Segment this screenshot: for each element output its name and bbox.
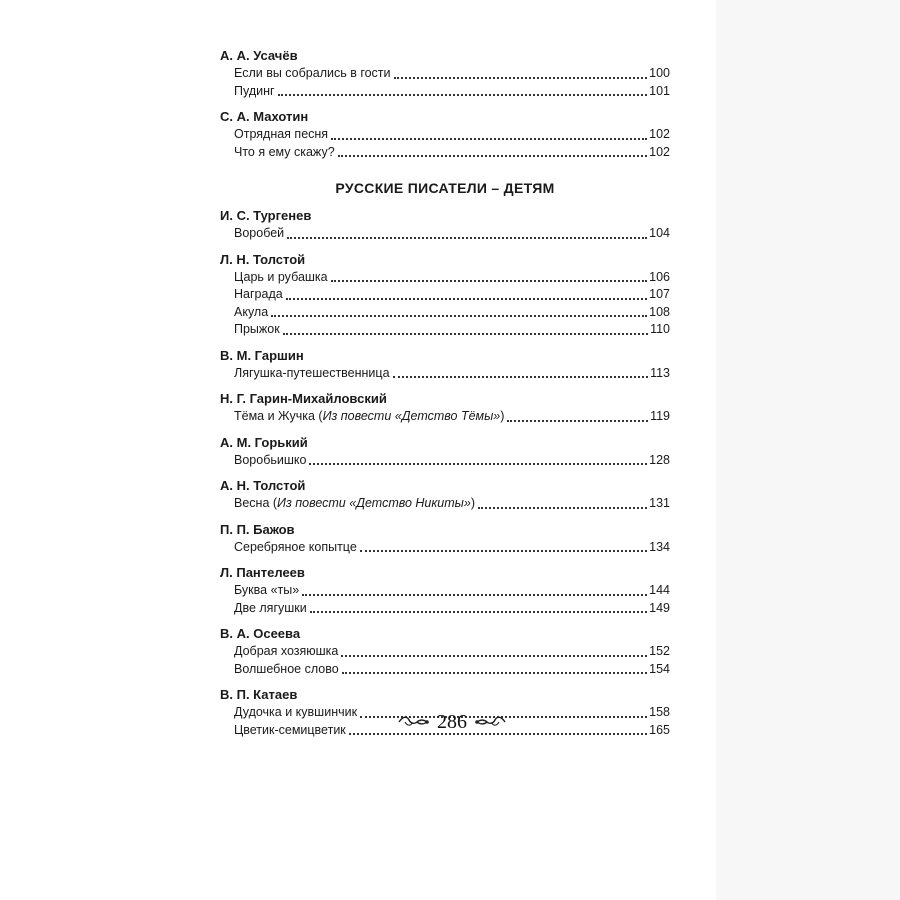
toc-sections-after bbox=[220, 207, 670, 747]
entry-title bbox=[234, 269, 328, 287]
entry-title-text: Воробьишко bbox=[234, 452, 307, 467]
section-gap bbox=[220, 617, 670, 625]
entry-page-number: 107 bbox=[649, 287, 670, 301]
entry-title-text: Акула bbox=[234, 304, 269, 319]
entry-page-number: 131 bbox=[649, 496, 670, 510]
dot-leader bbox=[309, 463, 647, 465]
entry-page-number: 149 bbox=[649, 600, 670, 615]
entry-title bbox=[234, 600, 307, 618]
dot-leader bbox=[278, 94, 648, 96]
toc-author-section bbox=[220, 347, 670, 391]
toc-entry[interactable] bbox=[220, 269, 670, 287]
dot-leader bbox=[283, 333, 648, 335]
book-page bbox=[188, 0, 716, 900]
entry-title-text: Если вы собрались в гости bbox=[234, 66, 391, 80]
entry-title bbox=[234, 408, 504, 426]
toc-author-section bbox=[220, 521, 670, 565]
dot-leader bbox=[331, 280, 648, 282]
dot-leader bbox=[287, 237, 647, 239]
author-name: Н. Г. Гарин-Михайловский bbox=[220, 391, 387, 406]
toc-entry[interactable] bbox=[220, 495, 670, 513]
toc-author-section bbox=[220, 207, 670, 251]
entry-page-number: 128 bbox=[649, 452, 670, 467]
entry-title-text: Цветик-семицветик bbox=[234, 722, 346, 737]
section-gap bbox=[220, 469, 670, 477]
toc-entry[interactable] bbox=[220, 225, 670, 243]
entry-page-number: 113 bbox=[650, 365, 670, 380]
toc-author-section bbox=[220, 390, 670, 434]
dot-leader bbox=[393, 376, 649, 378]
toc-author-section bbox=[220, 108, 670, 169]
entry-title bbox=[234, 144, 335, 162]
author-name: В. А. Осеева bbox=[220, 626, 301, 641]
dot-leader bbox=[338, 155, 647, 157]
dot-leader bbox=[360, 550, 647, 552]
flourish-right-icon bbox=[473, 714, 507, 730]
entry-note: Из повести «Детство Тёмы» bbox=[322, 409, 501, 423]
entry-title bbox=[234, 539, 357, 557]
toc-entry[interactable] bbox=[220, 144, 670, 162]
toc-author-section bbox=[220, 47, 670, 108]
toc-entry[interactable] bbox=[220, 661, 670, 679]
dot-leader bbox=[341, 655, 647, 657]
toc-entry[interactable] bbox=[220, 365, 670, 383]
entry-page-number: 110 bbox=[650, 322, 670, 336]
toc-entry[interactable] bbox=[220, 304, 670, 322]
entry-title bbox=[234, 365, 390, 383]
table-of-contents bbox=[220, 47, 670, 747]
author-name: В. П. Катаев bbox=[220, 687, 298, 702]
entry-page-number: 154 bbox=[649, 661, 670, 676]
entry-title bbox=[234, 495, 475, 513]
entry-page-number: 144 bbox=[649, 583, 670, 597]
entry-title-text: Награда bbox=[234, 287, 283, 301]
author-name: И. С. Тургенев bbox=[220, 208, 312, 223]
dot-leader bbox=[310, 611, 647, 613]
entry-page-number: 108 bbox=[649, 304, 670, 319]
dot-leader bbox=[507, 420, 648, 422]
toc-entry[interactable] bbox=[220, 126, 670, 144]
entry-page-number: 152 bbox=[649, 644, 670, 658]
entry-title-text: Лягушка-путешественница bbox=[234, 365, 390, 380]
entry-title-text: Воробей bbox=[234, 226, 285, 240]
toc-author-section bbox=[220, 251, 670, 347]
entry-title bbox=[234, 286, 283, 304]
dot-leader bbox=[342, 672, 647, 674]
author-name: А. А. Усачёв bbox=[220, 48, 298, 63]
entry-title bbox=[234, 643, 338, 661]
toc-entry[interactable] bbox=[220, 643, 670, 661]
toc-entry[interactable] bbox=[220, 321, 670, 339]
entry-title-text: Волшебное слово bbox=[234, 661, 339, 676]
toc-author-section bbox=[220, 434, 670, 478]
toc-entry[interactable] bbox=[220, 600, 670, 618]
entry-note-close: ) bbox=[470, 496, 475, 510]
toc-entry[interactable] bbox=[220, 83, 670, 101]
author-name: С. А. Махотин bbox=[220, 109, 309, 124]
dot-leader bbox=[271, 315, 647, 317]
entry-title bbox=[234, 65, 391, 83]
entry-title-text: Две лягушки bbox=[234, 600, 307, 615]
entry-title bbox=[234, 661, 339, 679]
toc-entry[interactable] bbox=[220, 408, 670, 426]
section-gap bbox=[220, 382, 670, 390]
entry-title bbox=[234, 126, 328, 144]
entry-page-number: 102 bbox=[649, 144, 670, 159]
toc-entry[interactable] bbox=[220, 65, 670, 83]
entry-page-number: 158 bbox=[649, 705, 670, 719]
author-name: П. П. Бажов bbox=[220, 521, 295, 537]
entry-title-text: Дудочка и кувшинчик bbox=[234, 705, 358, 719]
toc-sections-before bbox=[220, 47, 670, 169]
author-name: В. М. Гаршин bbox=[220, 347, 304, 363]
toc-author-section bbox=[220, 564, 670, 625]
page-footer bbox=[188, 707, 716, 737]
dot-leader bbox=[478, 507, 647, 509]
toc-author-section bbox=[220, 625, 670, 686]
section-heading: РУССКИЕ ПИСАТЕЛИ – ДЕТЯМ bbox=[335, 180, 555, 196]
section-gap bbox=[220, 426, 670, 434]
entry-title bbox=[234, 225, 284, 243]
entry-page-number: 100 bbox=[649, 66, 670, 80]
section-gap bbox=[220, 243, 670, 251]
entry-title bbox=[234, 582, 299, 600]
entry-title-text: Пудинг bbox=[234, 83, 275, 98]
page-number: 286 bbox=[437, 710, 467, 733]
entry-page-number: 134 bbox=[649, 539, 670, 554]
entry-title bbox=[234, 304, 268, 322]
entry-title bbox=[234, 452, 306, 470]
entry-title-text: Тёма и Жучка ( bbox=[234, 409, 323, 423]
entry-page-number: 119 bbox=[650, 409, 670, 423]
section-gap bbox=[220, 161, 670, 169]
toc-entry[interactable] bbox=[220, 539, 670, 557]
section-gap bbox=[220, 678, 670, 686]
entry-page-number: 101 bbox=[649, 83, 670, 98]
entry-note: Из повести «Детство Никиты» bbox=[277, 496, 471, 510]
entry-title-text: Буква «ты» bbox=[234, 583, 300, 597]
facing-page-bleed bbox=[716, 0, 900, 900]
entry-page-number: 104 bbox=[649, 226, 670, 240]
entry-note-close: ) bbox=[500, 409, 505, 423]
entry-title bbox=[234, 83, 275, 101]
entry-title-text: Царь и рубашка bbox=[234, 269, 328, 284]
toc-entry[interactable] bbox=[220, 582, 670, 600]
entry-page-number: 106 bbox=[649, 269, 670, 284]
section-gap bbox=[220, 513, 670, 521]
author-name: Л. Н. Толстой bbox=[220, 251, 306, 267]
section-gap bbox=[220, 339, 670, 347]
entry-title-text: Серебряное копытце bbox=[234, 539, 357, 554]
entry-title-text: Отрядная песня bbox=[234, 127, 329, 141]
author-name: А. Н. Толстой bbox=[220, 478, 306, 493]
toc-entry[interactable] bbox=[220, 452, 670, 470]
flourish-left-icon bbox=[397, 714, 431, 730]
section-gap bbox=[220, 100, 670, 108]
author-name: А. М. Горький bbox=[220, 434, 308, 450]
entry-page-number: 165 bbox=[649, 722, 670, 737]
entry-title-text: Добрая хозяюшка bbox=[234, 644, 339, 658]
dot-leader bbox=[302, 594, 647, 596]
entry-title-text: Весна ( bbox=[234, 496, 278, 510]
toc-author-section bbox=[220, 477, 670, 521]
dot-leader bbox=[286, 298, 647, 300]
entry-title bbox=[234, 321, 280, 339]
entry-page-number: 102 bbox=[649, 127, 670, 141]
entry-title-text: Что я ему скажу? bbox=[234, 144, 335, 159]
author-name: Л. Пантелеев bbox=[220, 565, 305, 580]
dot-leader bbox=[394, 77, 648, 79]
toc-entry[interactable] bbox=[220, 286, 670, 304]
dot-leader bbox=[331, 138, 647, 140]
entry-title-text: Прыжок bbox=[234, 322, 280, 336]
section-gap bbox=[220, 739, 670, 747]
section-gap bbox=[220, 556, 670, 564]
